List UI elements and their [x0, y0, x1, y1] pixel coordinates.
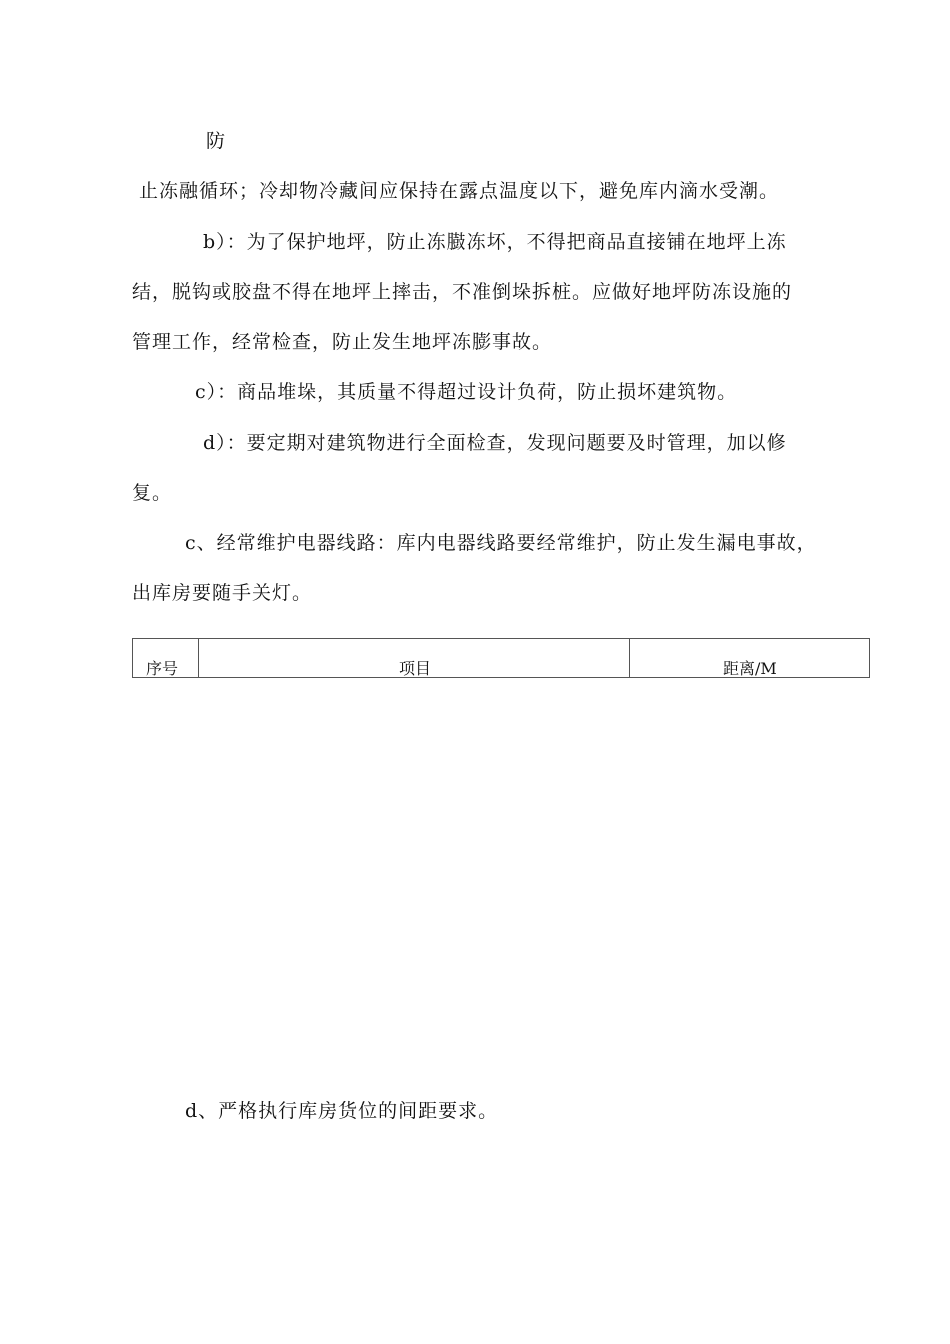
table-header-cell-distance	[630, 639, 869, 677]
spacing-table	[132, 638, 870, 678]
table-header-cell-item	[199, 639, 630, 677]
text-line-9: c、经常维护电器线路：库内电器线路要经常维护，防止发生漏电事故，	[185, 532, 817, 554]
table-header-cell-index	[133, 639, 199, 677]
text-line-4: 结，脱钩或胶盘不得在地坪上摔击，不准倒垛拆桩。应做好地坪防冻设施的	[132, 281, 793, 303]
table-header-index: 序号	[146, 659, 179, 678]
text-line-5: 管理工作，经常检查，防止发生地坪冻膨事故。	[132, 331, 553, 353]
text-line-1: 防	[206, 130, 227, 152]
text-line-7: d）：要定期对建筑物进行全面检查，发现问题要及时管理，加以修	[203, 432, 787, 454]
table-header-item: 项目	[399, 659, 432, 678]
text-line-6: c）：商品堆垛，其质量不得超过设计负荷，防止损坏建筑物。	[195, 381, 738, 403]
text-line-3: b）：为了保护地坪，防止冻臌冻坏，不得把商品直接铺在地坪上冻	[203, 231, 787, 253]
table-header-distance: 距离/M	[723, 659, 777, 678]
final-text-line: d、严格执行库房货位的间距要求。	[185, 1100, 499, 1122]
text-line-8: 复。	[132, 482, 173, 504]
text-line-10: 出库房要随手关灯。	[132, 582, 313, 604]
text-line-2: 止冻融循环；冷却物冷藏间应保持在露点温度以下，避免库内滴水受潮。	[139, 180, 780, 202]
